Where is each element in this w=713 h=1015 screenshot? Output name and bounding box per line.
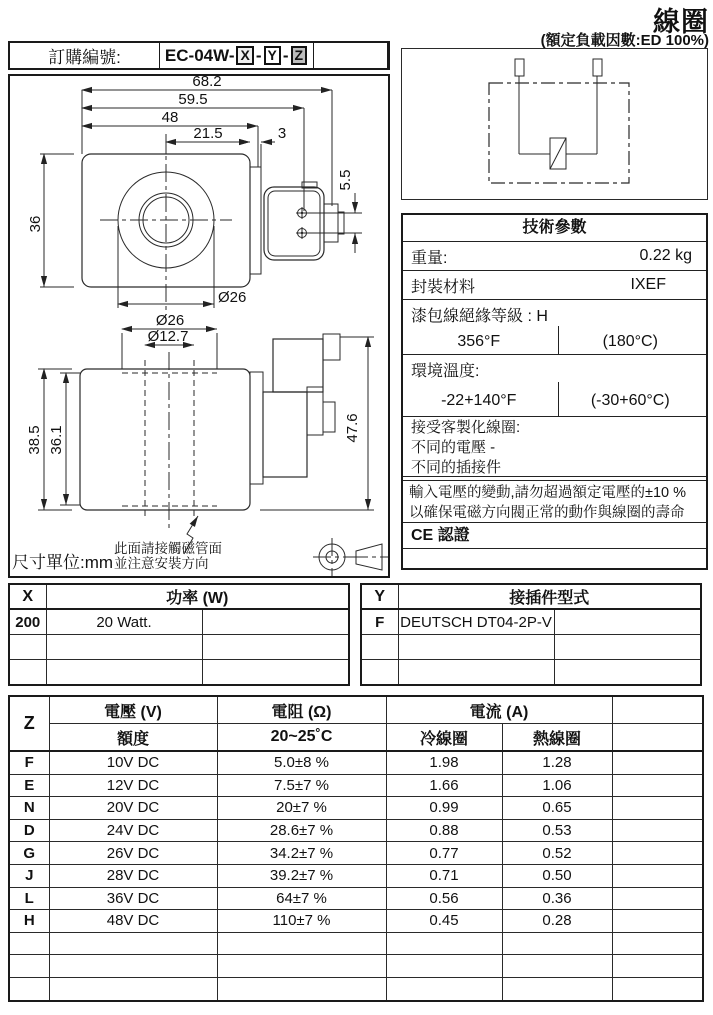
dim-width-48: 48 [161, 109, 179, 126]
material-label: 封裝材料 [411, 278, 476, 296]
dim-width-21-5: 21.5 [193, 125, 223, 142]
table-row [9, 864, 703, 887]
table-row [9, 797, 703, 820]
custom-coil-line2: 不同的電壓 - [411, 439, 496, 456]
table-cell: 0.28 [502, 910, 612, 933]
table-cell [386, 955, 502, 978]
voltage-note-row [403, 481, 706, 523]
z-header-extra-top [612, 696, 703, 724]
insulation-fahrenheit: 356°F [457, 333, 501, 350]
table-cell: 0.77 [386, 842, 502, 865]
table-row [361, 635, 701, 660]
order-code-z-box: Z [291, 46, 308, 65]
table-cell: 28.6±7 % [217, 819, 386, 842]
table-cell [554, 660, 701, 686]
table-cell: 0.45 [386, 910, 502, 933]
insulation-row [403, 300, 706, 355]
table-cell: 0.56 [386, 887, 502, 910]
table-cell [386, 932, 502, 955]
table-row [9, 932, 703, 955]
table-cell: DEUTSCH DT04-2P-V [398, 609, 554, 635]
table-cell [612, 977, 703, 1000]
dimension-drawing-panel [8, 74, 390, 578]
dim-height-38-5: 38.5 [26, 425, 43, 455]
table-cell: G [9, 842, 49, 865]
table-cell [361, 635, 398, 660]
page-title: 線圈 [653, 7, 709, 37]
z-header-voltage: 電壓 (V) [49, 696, 217, 724]
table-cell [217, 932, 386, 955]
table-cell [9, 977, 49, 1000]
table-cell [612, 864, 703, 887]
table-cell [202, 635, 349, 660]
table-cell [612, 751, 703, 774]
dim-dia-26-front: Ø26 [218, 289, 247, 306]
z-header-hot: 熱線圈 [502, 724, 612, 752]
weight-label: 重量: [411, 249, 448, 267]
table-cell: 110±7 % [217, 910, 386, 933]
tech-parameters-panel [401, 213, 708, 570]
dim-width-59-5: 59.5 [178, 91, 208, 108]
table-cell [217, 955, 386, 978]
dim-dia-12-7: Ø12.7 [147, 328, 189, 345]
table-cell: D [9, 819, 49, 842]
wiring-schematic [402, 49, 706, 198]
table-row [361, 609, 701, 635]
order-code-y-box: Y [264, 46, 281, 65]
table-cell [612, 887, 703, 910]
table-cell: 39.2±7 % [217, 864, 386, 887]
table-row [9, 635, 349, 660]
z-voltage-table [8, 695, 704, 1002]
table-cell [612, 842, 703, 865]
table-cell: 20 Watt. [46, 609, 202, 635]
z-header-rated: 額度 [49, 724, 217, 752]
table-cell: 1.98 [386, 751, 502, 774]
y-table-header: 接插件型式 [398, 584, 701, 609]
table-cell: 1.06 [502, 774, 612, 797]
table-cell [502, 977, 612, 1000]
projection-symbol-cone [350, 544, 388, 570]
schematic-enclosure-outline [489, 83, 629, 183]
table-cell: 0.53 [502, 819, 612, 842]
front-view [27, 76, 362, 312]
table-row [9, 660, 349, 686]
table-cell [202, 660, 349, 686]
table-cell: 24V DC [49, 819, 217, 842]
table-cell [398, 660, 554, 686]
order-code-sep1: - [255, 45, 262, 65]
table-cell [9, 660, 46, 686]
table-row [361, 660, 701, 686]
table-cell: L [9, 887, 49, 910]
table-cell: 1.28 [502, 751, 612, 774]
schematic-terminals [515, 59, 602, 76]
table-cell: 1.66 [386, 774, 502, 797]
table-cell [217, 977, 386, 1000]
table-cell [386, 977, 502, 1000]
custom-coil-line1: 接受客製化線圈: [411, 419, 521, 436]
ambient-celsius: (-30+60°C) [590, 392, 670, 409]
voltage-note-line2: 以確保電磁方向閥正常的動作與線圈的壽命 [409, 505, 685, 521]
table-cell [49, 955, 217, 978]
table-cell: 0.50 [502, 864, 612, 887]
table-cell [612, 819, 703, 842]
table-cell [612, 774, 703, 797]
voltage-note-line1: 輸入電壓的變動,請勿超過額定電壓的±10 % [409, 485, 687, 501]
table-row [9, 910, 703, 933]
table-row [9, 955, 703, 978]
table-cell [502, 955, 612, 978]
table-cell: E [9, 774, 49, 797]
custom-coil-row [403, 417, 706, 477]
dim-width-total: 68.2 [192, 76, 222, 90]
order-code-prefix: EC-04W- [164, 45, 235, 65]
dim-pin-pitch-5-5: 5.5 [337, 169, 354, 191]
ambient-label: 環境溫度: [411, 363, 480, 380]
insulation-celsius: (180°C) [602, 333, 658, 350]
table-row [9, 609, 349, 635]
order-empty-cell [314, 43, 388, 68]
table-cell: 200 [9, 609, 46, 635]
table-cell: J [9, 864, 49, 887]
coil-symbol [550, 138, 566, 169]
schematic-wires [519, 76, 597, 154]
x-power-table [8, 583, 350, 686]
unit-note: 尺寸單位:mm [12, 553, 114, 572]
table-cell: 34.2±7 % [217, 842, 386, 865]
table-cell [49, 932, 217, 955]
ambient-row [403, 355, 706, 417]
dim-width-3: 3 [277, 125, 287, 142]
table-cell: H [9, 910, 49, 933]
table-cell: F [361, 609, 398, 635]
table-cell [202, 609, 349, 635]
dimension-drawing [10, 76, 388, 576]
table-cell [612, 932, 703, 955]
table-cell: N [9, 797, 49, 820]
connector-pins [296, 207, 308, 239]
material-row [403, 271, 706, 300]
order-number-strip [8, 41, 390, 70]
table-cell: 7.5±7 % [217, 774, 386, 797]
order-number-label: 訂購編號: [10, 43, 160, 68]
x-table-key-header: X [9, 584, 46, 609]
z-table-key-header: Z [9, 696, 49, 751]
table-cell: 20V DC [49, 797, 217, 820]
table-cell [9, 955, 49, 978]
table-cell: 0.52 [502, 842, 612, 865]
weight-row [403, 242, 706, 271]
table-row [9, 751, 703, 774]
mount-note-line1: 此面請接觸磁管面 [114, 541, 222, 556]
table-cell [49, 977, 217, 1000]
table-cell [361, 660, 398, 686]
table-cell [612, 910, 703, 933]
table-cell [9, 932, 49, 955]
z-header-current: 電流 (A) [386, 696, 612, 724]
table-cell: 26V DC [49, 842, 217, 865]
dim-height-36-1: 36.1 [48, 425, 65, 455]
insulation-label: 漆包線絕緣等級 : H [411, 308, 548, 325]
wiring-schematic-panel [401, 48, 708, 200]
table-cell: 36V DC [49, 887, 217, 910]
mount-note-line2: 並注意安裝方向 [114, 556, 209, 571]
dim-dia-26-side: Ø26 [155, 312, 185, 329]
table-cell: 10V DC [49, 751, 217, 774]
side-view [26, 312, 374, 554]
table-cell: 48V DC [49, 910, 217, 933]
table-cell [46, 635, 202, 660]
table-cell: 0.36 [502, 887, 612, 910]
material-value: IXEF [630, 276, 666, 293]
order-code-x-box: X [236, 46, 253, 65]
table-cell: F [9, 751, 49, 774]
y-connector-table [360, 583, 702, 686]
table-cell: 5.0±8 % [217, 751, 386, 774]
weight-value: 0.22 kg [639, 247, 692, 264]
table-cell [502, 932, 612, 955]
table-row [9, 819, 703, 842]
dim-height-36: 36 [27, 215, 44, 233]
table-cell: 0.88 [386, 819, 502, 842]
dim-height-47-6: 47.6 [344, 413, 361, 443]
table-cell [554, 635, 701, 660]
order-code-sep2: - [282, 45, 289, 65]
table-cell [612, 955, 703, 978]
z-header-extra-bottom [612, 724, 703, 752]
table-row [9, 842, 703, 865]
z-header-resistance: 電阻 (Ω) [217, 696, 386, 724]
tech-parameters-title: 技術參數 [403, 215, 706, 242]
table-cell [554, 609, 701, 635]
table-cell: 64±7 % [217, 887, 386, 910]
table-cell: 0.71 [386, 864, 502, 887]
ambient-divider [558, 382, 559, 416]
table-cell: 0.65 [502, 797, 612, 820]
table-cell: 12V DC [49, 774, 217, 797]
insulation-divider [558, 326, 559, 354]
order-number-code [160, 43, 314, 68]
custom-coil-line3: 不同的插接件 [411, 459, 502, 476]
z-header-temp: 20~25˚C [217, 724, 386, 752]
table-cell: 0.99 [386, 797, 502, 820]
page-subtitle: (額定負載因數:ED 100%) [540, 32, 709, 49]
table-row [9, 887, 703, 910]
table-cell [612, 797, 703, 820]
table-cell [46, 660, 202, 686]
table-cell: 28V DC [49, 864, 217, 887]
table-cell [398, 635, 554, 660]
projection-symbol-target [313, 538, 351, 576]
table-cell: 20±7 % [217, 797, 386, 820]
table-row [9, 774, 703, 797]
y-table-key-header: Y [361, 584, 398, 609]
ce-certification-row: CE 認證 [403, 523, 706, 549]
ambient-fahrenheit: -22+140°F [441, 392, 517, 409]
table-row [9, 977, 703, 1000]
z-header-cold: 冷線圈 [386, 724, 502, 752]
table-cell [9, 635, 46, 660]
x-table-header: 功率 (W) [46, 584, 349, 609]
